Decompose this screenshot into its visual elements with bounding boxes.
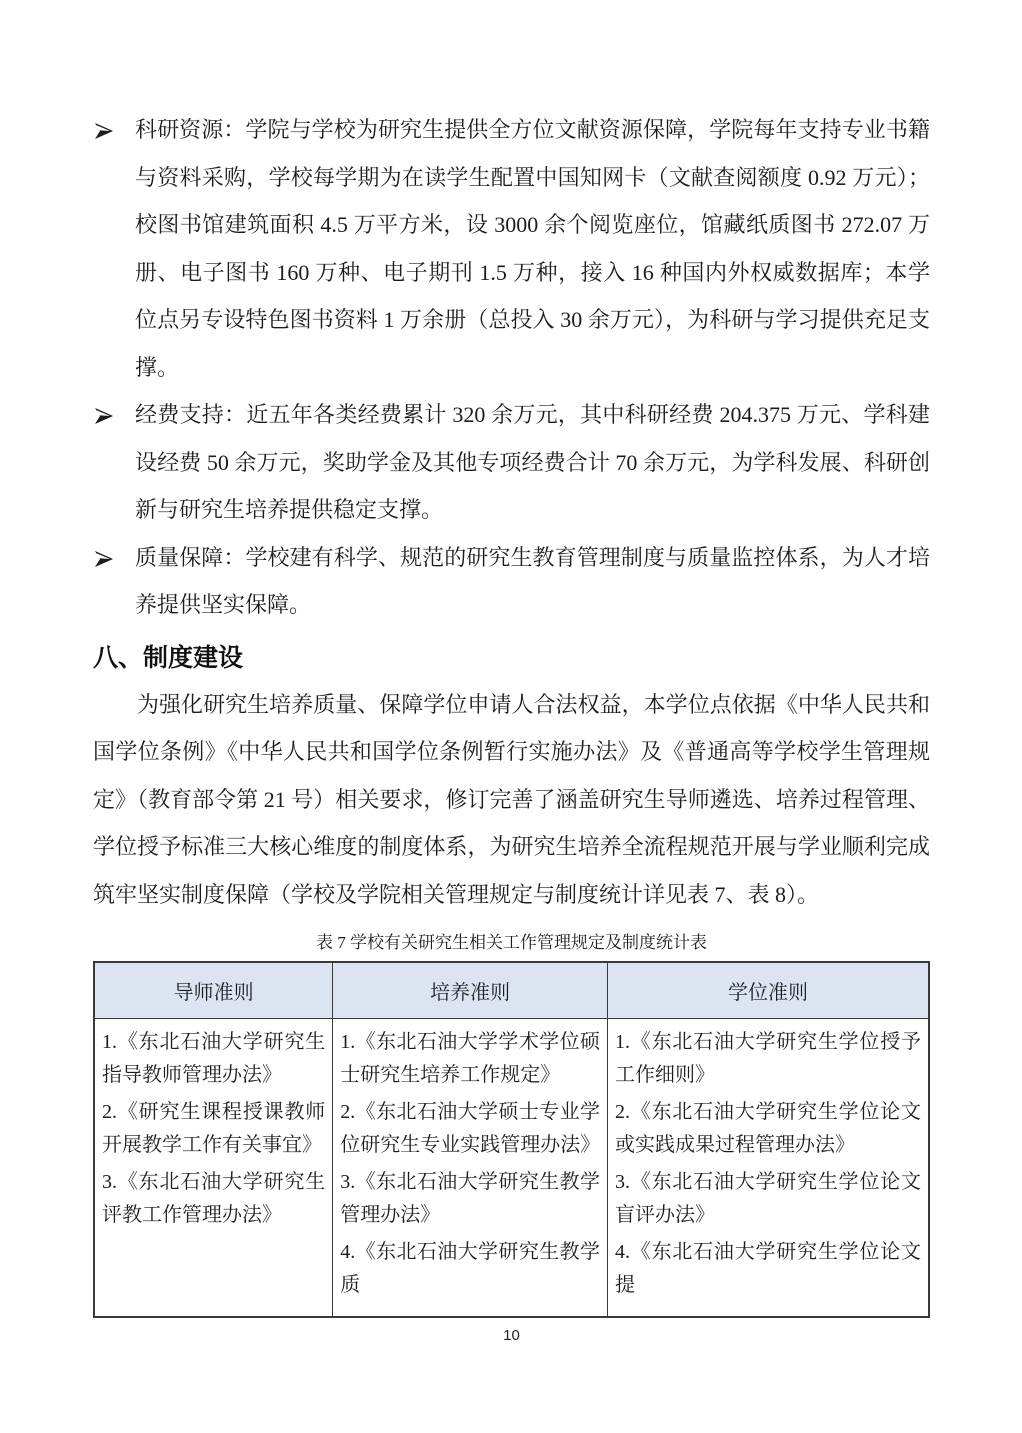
table-cell-degree-rules: [608, 1019, 930, 1318]
regulation-item: 1.《东北石油大学研究生指导教师管理办法》: [102, 1031, 326, 1086]
bullet-item-funding-support: [93, 391, 930, 534]
section-heading: 八、制度建设: [93, 643, 244, 672]
arrow-bullet-icon: [93, 391, 135, 427]
body-paragraph: 为强化研究生培养质量、保障学位申请人合法权益，本学位点依据《中华人民共和国学位条例》《中华人民共和国学位条例暂行实施办法》及《普通高等学校学生管理规定》（教育部令第 21 号）相关要求，修订完善了涵盖研究生导师遴选、培养过程管理、学位授予标准三大核心维度的制度体系，为研究生培养全流程规范开展与学业顺利完成筑牢坚实制度保障（学校及学院相关管理规定与制度统计详见表 7、表 8）。: [93, 691, 930, 907]
regulation-item: 4.《东北石油大学研究生学位论文提: [615, 1241, 921, 1296]
arrow-bullet-icon: [93, 534, 135, 570]
bullet-text: 质量保障：学校建有科学、规范的研究生教育管理制度与质量监控体系，为人才培养提供坚实保障。: [135, 544, 930, 617]
table-header-degree-rules: 学位准则: [608, 962, 930, 1019]
table-header-row: [94, 962, 929, 1019]
regulation-item: 3.《东北石油大学研究生教学管理办法》: [340, 1171, 600, 1226]
bullet-item-quality-assurance: [93, 534, 930, 629]
regulation-item: 3.《东北石油大学研究生评教工作管理办法》: [102, 1171, 326, 1226]
table-body-row: [94, 1019, 929, 1318]
regulation-item: 3.《东北石油大学研究生学位论文盲评办法》: [615, 1171, 921, 1226]
regulation-item: 4.《东北石油大学研究生教学质: [340, 1241, 600, 1296]
page-number: 10: [503, 1327, 520, 1344]
regulation-item: 2.《东北石油大学硕士专业学位研究生专业实践管理办法》: [340, 1101, 601, 1156]
table-cell-mentor-rules: [94, 1019, 333, 1318]
table-caption: 表 7 学校有关研究生相关工作管理规定及制度统计表: [316, 933, 707, 952]
regulation-item: 2.《东北石油大学研究生学位论文或实践成果过程管理办法》: [615, 1101, 921, 1156]
table-header-mentor-rules: 导师准则: [94, 962, 333, 1019]
table-cell-training-rules: [333, 1019, 608, 1318]
regulation-item: 1.《东北石油大学研究生学位授予工作细则》: [615, 1031, 921, 1086]
regulation-item: 2.《研究生课程授课教师开展教学工作有关事宜》: [102, 1101, 326, 1156]
regulations-table: [93, 961, 930, 1318]
bullet-text: 经费支持：近五年各类经费累计 320 余万元，其中科研经费 204.375 万元、学科建设经费 50 余万元，奖助学金及其他专项经费合计 70 余万元，为学科发展、科研创新与研究生培养提供稳定支撑。: [135, 402, 930, 522]
bullet-text: 科研资源：学院与学校为研究生提供全方位文献资源保障，学院每年支持专业书籍与资料采购，学校每学期为在读学生配置中国知网卡（文献查阅额度 0.92 万元）；校图书馆建筑面积 4.5 万平方米，设 3000 余个阅览座位，馆藏纸质图书 272.07 万册、电子图书 160 万种、电子期刊 1.5 万种，接入 16 种国内外权威数据库；本学位点另专设特色图书资料 1 万余册（总投入 30 余万元），为科研与学习提供充足支撑。: [135, 117, 930, 380]
bullet-item-research-resources: [93, 106, 930, 391]
regulation-item: 1.《东北石油大学学术学位硕士研究生培养工作规定》: [340, 1031, 600, 1086]
arrow-bullet-icon: [93, 106, 135, 142]
table-header-training-rules: 培养准则: [333, 962, 608, 1019]
